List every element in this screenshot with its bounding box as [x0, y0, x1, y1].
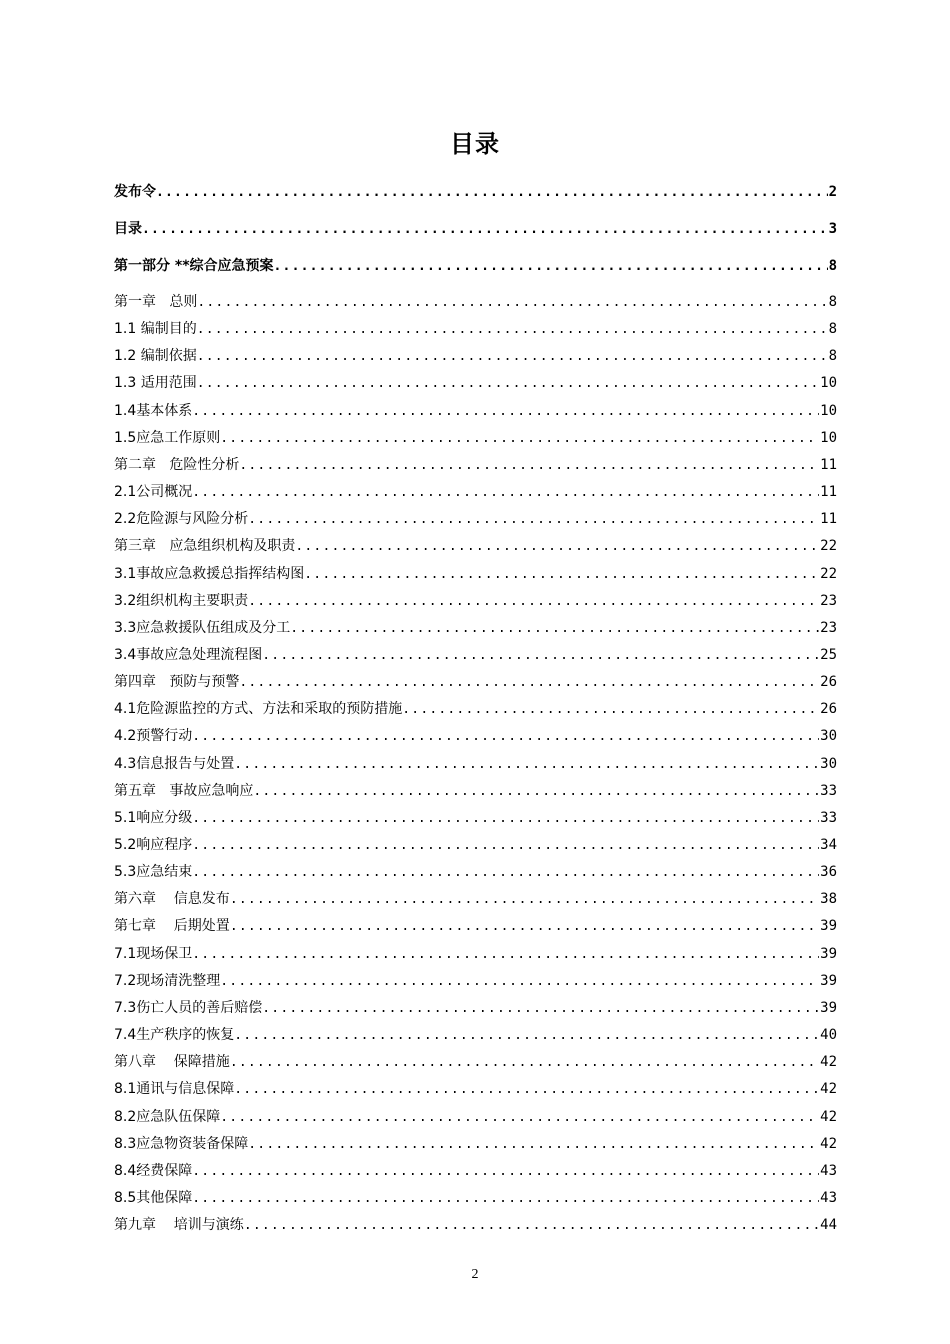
toc-entry-page: 23	[820, 620, 837, 636]
toc-entry-label: 5.1响应分级	[114, 810, 193, 826]
toc-dot-leader	[192, 483, 819, 503]
toc-entry[interactable]	[114, 256, 837, 276]
toc-entry-label: 4.2预警行动	[114, 728, 193, 744]
page-title: 目录	[450, 130, 500, 158]
toc-entry[interactable]	[114, 1188, 837, 1208]
toc-entry[interactable]	[114, 1161, 837, 1181]
toc-entry-page: 44	[820, 1217, 837, 1233]
toc-dot-leader	[197, 347, 828, 367]
toc-entry[interactable]	[114, 645, 837, 665]
toc-entry[interactable]	[114, 1134, 837, 1154]
toc-dot-leader	[234, 1026, 819, 1046]
toc-entry[interactable]	[114, 536, 837, 556]
toc-entry-page: 11	[820, 457, 837, 473]
toc-dot-leader	[192, 727, 819, 747]
toc-entry[interactable]	[114, 564, 837, 584]
toc-entry-label: 1.1 编制目的	[114, 321, 197, 337]
toc-entry-label: 1.2 编制依据	[114, 348, 197, 364]
toc-entry-page: 10	[820, 403, 837, 419]
toc-entry-page: 22	[820, 538, 837, 554]
toc-dot-leader	[192, 402, 819, 422]
toc-entry[interactable]	[114, 1215, 837, 1235]
toc-entry-label: 第九章 培训与演练	[114, 1217, 244, 1233]
toc-dot-leader	[142, 220, 828, 240]
toc-entry-label: 第四章 预防与预警	[114, 674, 240, 690]
toc-dot-leader	[220, 972, 819, 992]
toc-dot-leader	[197, 293, 827, 313]
toc-entry-page: 39	[820, 1000, 837, 1016]
toc-entry[interactable]	[114, 319, 837, 339]
toc-entry-page: 33	[820, 783, 837, 799]
toc-entry-page: 30	[820, 756, 837, 772]
toc-entry[interactable]	[114, 428, 837, 448]
toc-dot-leader	[156, 183, 828, 203]
toc-dot-leader	[239, 456, 819, 476]
toc-entry[interactable]	[114, 754, 837, 774]
toc-entry-page: 2	[828, 184, 837, 200]
toc-entry[interactable]	[114, 373, 837, 393]
toc-entry-page: 34	[820, 837, 837, 853]
toc-dot-leader	[197, 320, 828, 340]
toc-entry-page: 8	[828, 321, 837, 337]
toc-entry-label: 第七章 后期处置	[114, 918, 230, 934]
toc-entry[interactable]	[114, 971, 837, 991]
toc-entry[interactable]	[114, 835, 837, 855]
toc-entry-page: 39	[820, 946, 837, 962]
toc-dot-leader	[262, 646, 819, 666]
toc-entry-label: 3.4事故应急处理流程图	[114, 647, 263, 663]
toc-entry[interactable]	[114, 998, 837, 1018]
toc-dot-leader	[253, 782, 819, 802]
toc-entry-page: 26	[820, 701, 837, 717]
toc-entry-page: 30	[820, 728, 837, 744]
toc-entry-label: 3.3应急救援队伍组成及分工	[114, 620, 291, 636]
toc-entry-page: 40	[820, 1027, 837, 1043]
toc-entry[interactable]	[114, 292, 837, 312]
toc-entry-label: 8.5其他保障	[114, 1190, 193, 1206]
toc-entry[interactable]	[114, 672, 837, 692]
page-number: 2	[471, 1267, 479, 1282]
toc-entry-label: 2.2危险源与风险分析	[114, 511, 249, 527]
toc-dot-leader	[192, 809, 819, 829]
toc-entry-page: 42	[820, 1081, 837, 1097]
toc-dot-leader	[290, 619, 819, 639]
toc-entry-label: 1.4基本体系	[114, 403, 193, 419]
toc-dot-leader	[402, 700, 819, 720]
toc-entry-page: 22	[820, 566, 837, 582]
toc-entry-label: 8.3应急物资装备保障	[114, 1136, 249, 1152]
toc-entry-page: 10	[820, 430, 837, 446]
toc-entry-label: 3.1事故应急救援总指挥结构图	[114, 566, 305, 582]
toc-entry[interactable]	[114, 346, 837, 366]
toc-entry-page: 43	[820, 1163, 837, 1179]
toc-entry-label: 5.3应急结束	[114, 864, 193, 880]
toc-dot-leader	[248, 592, 819, 612]
toc-entry-label: 目录	[114, 221, 142, 237]
toc-entry-page: 11	[820, 484, 837, 500]
toc-entry-label: 第二章 危险性分析	[114, 457, 240, 473]
toc-entry[interactable]	[114, 1025, 837, 1045]
toc-dot-leader	[244, 1216, 819, 1236]
toc-entry-label: 4.1危险源监控的方式、方法和采取的预防措施	[114, 701, 403, 717]
toc-dot-leader	[192, 1162, 819, 1182]
toc-entry[interactable]	[114, 455, 837, 475]
toc-entry[interactable]	[114, 808, 837, 828]
toc-entry-label: 4.3信息报告与处置	[114, 756, 235, 772]
toc-entry-page: 3	[828, 221, 837, 237]
toc-dot-leader	[220, 1108, 819, 1128]
toc-dot-leader	[192, 836, 819, 856]
toc-entry-page: 8	[828, 348, 837, 364]
toc-entry-label: 5.2响应程序	[114, 837, 193, 853]
toc-entry-page: 10	[820, 375, 837, 391]
toc-dot-leader	[295, 537, 819, 557]
toc-dot-leader	[234, 755, 819, 775]
toc-entry[interactable]	[114, 482, 837, 502]
toc-dot-leader	[230, 917, 819, 937]
toc-entry[interactable]	[114, 862, 837, 882]
toc-entry-label: 7.2现场清洗整理	[114, 973, 221, 989]
toc-entry-label: 第六章 信息发布	[114, 891, 230, 907]
toc-entry[interactable]	[114, 219, 837, 239]
toc-dot-leader	[262, 999, 819, 1019]
toc-dot-leader	[274, 257, 828, 277]
toc-entry[interactable]	[114, 781, 837, 801]
toc-entry-page: 39	[820, 973, 837, 989]
toc-entry-label: 2.1公司概况	[114, 484, 193, 500]
toc-entry[interactable]	[114, 401, 837, 421]
toc-dot-leader	[248, 510, 819, 530]
toc-entry-page: 36	[820, 864, 837, 880]
toc-entry[interactable]	[114, 182, 837, 202]
toc-entry[interactable]	[114, 1079, 837, 1099]
toc-entry-label: 8.4经费保障	[114, 1163, 193, 1179]
toc-entry-label: 发布令	[114, 184, 156, 200]
toc-entry-label: 7.1现场保卫	[114, 946, 193, 962]
toc-entry-label: 第一章 总则	[114, 294, 198, 310]
toc-entry-page: 38	[820, 891, 837, 907]
toc-entry-page: 43	[820, 1190, 837, 1206]
toc-entry[interactable]	[114, 889, 837, 909]
toc-dot-leader	[248, 1135, 819, 1155]
toc-dot-leader	[304, 565, 819, 585]
toc-entry[interactable]	[114, 1052, 837, 1072]
toc-entry[interactable]	[114, 916, 837, 936]
toc-entry-label: 第五章 事故应急响应	[114, 783, 254, 799]
toc-entry[interactable]	[114, 509, 837, 529]
toc-dot-leader	[220, 429, 819, 449]
toc-entry-label: 8.1通讯与信息保障	[114, 1081, 235, 1097]
toc-entry[interactable]	[114, 699, 837, 719]
toc-entry-page: 33	[820, 810, 837, 826]
toc-dot-leader	[234, 1080, 819, 1100]
toc-entry-label: 第一部分 **综合应急预案	[114, 258, 274, 274]
toc-entry-page: 39	[820, 918, 837, 934]
toc-entry-label: 1.3 适用范围	[114, 375, 197, 391]
toc-dot-leader	[230, 890, 819, 910]
toc-entry-label: 第三章 应急组织机构及职责	[114, 538, 296, 554]
toc-entry-label: 7.4生产秩序的恢复	[114, 1027, 235, 1043]
toc-entry-label: 8.2应急队伍保障	[114, 1109, 221, 1125]
toc-entry-page: 42	[820, 1054, 837, 1070]
toc-dot-leader	[239, 673, 819, 693]
toc-entry[interactable]	[114, 944, 837, 964]
toc-entry[interactable]	[114, 726, 837, 746]
toc-entry-page: 42	[820, 1109, 837, 1125]
toc-entry-page: 11	[820, 511, 837, 527]
toc-entry-page: 8	[828, 294, 837, 310]
toc-entry-page: 42	[820, 1136, 837, 1152]
toc-entry-page: 25	[820, 647, 837, 663]
toc-dot-leader	[192, 945, 819, 965]
toc-entry-page: 8	[828, 258, 837, 274]
toc-entry-page: 23	[820, 593, 837, 609]
toc-entry-page: 26	[820, 674, 837, 690]
toc-entry-label: 3.2组织机构主要职责	[114, 593, 249, 609]
toc-entry[interactable]	[114, 1107, 837, 1127]
toc-dot-leader	[197, 374, 819, 394]
toc-entry[interactable]	[114, 618, 837, 638]
toc-entry-label: 1.5应急工作原则	[114, 430, 221, 446]
toc-entry-label: 7.3伤亡人员的善后赔偿	[114, 1000, 263, 1016]
toc-entry[interactable]	[114, 591, 837, 611]
toc-dot-leader	[192, 1189, 819, 1209]
toc-dot-leader	[192, 863, 819, 883]
toc-dot-leader	[230, 1053, 819, 1073]
toc-entry-label: 第八章 保障措施	[114, 1054, 230, 1070]
